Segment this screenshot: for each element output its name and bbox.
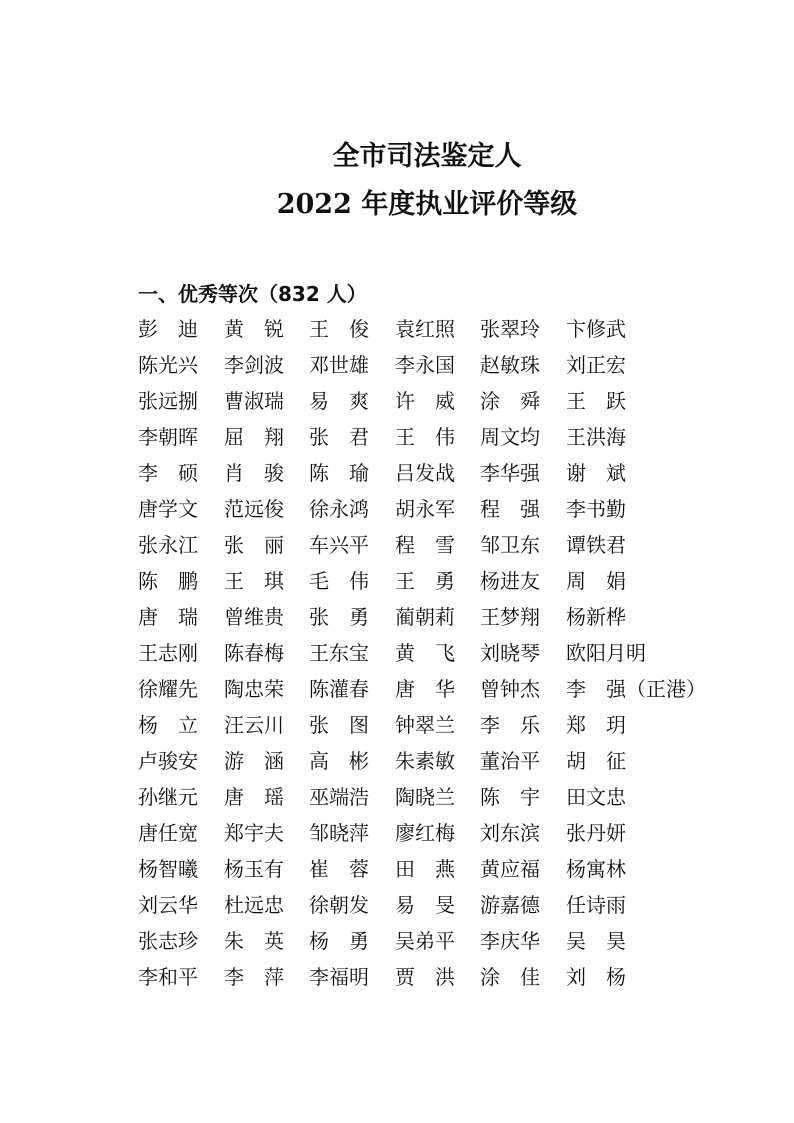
person-name: 李福明 xyxy=(309,965,369,989)
document-title-line-1: 全市司法鉴定人 xyxy=(332,141,522,172)
person-name: 王 勇 xyxy=(395,569,455,593)
person-name: 陶忠荣 xyxy=(224,677,284,701)
person-name: 刘正宏 xyxy=(566,353,626,377)
person-name: 吕发战 xyxy=(395,461,455,485)
name-row xyxy=(138,421,758,457)
person-name: 郑宇夫 xyxy=(224,821,284,845)
person-name: 车兴平 xyxy=(309,533,369,557)
person-name: 杜远忠 xyxy=(224,893,284,917)
person-name: 李 强（正港） xyxy=(566,677,706,701)
person-name: 范远俊 xyxy=(224,497,284,521)
person-name: 杨 勇 xyxy=(309,929,369,953)
person-name: 刘云华 xyxy=(138,893,198,917)
person-name: 涂 佳 xyxy=(480,965,540,989)
name-row xyxy=(138,745,758,781)
person-name: 吴弟平 xyxy=(395,929,455,953)
name-row xyxy=(138,457,758,493)
person-name: 唐任宽 xyxy=(138,821,198,845)
name-row xyxy=(138,385,758,421)
person-name: 王 琪 xyxy=(224,569,284,593)
person-name: 张志珍 xyxy=(138,929,198,953)
person-name: 田 燕 xyxy=(395,857,455,881)
person-name: 陶晓兰 xyxy=(395,785,455,809)
document-title-line-2: 2022 年度执业评价等级 xyxy=(276,189,578,220)
person-name: 刘 杨 xyxy=(566,965,626,989)
person-name: 易 爽 xyxy=(309,389,369,413)
person-name: 唐学文 xyxy=(138,497,198,521)
person-name: 屈 翔 xyxy=(224,425,284,449)
person-name: 李书勤 xyxy=(566,497,626,521)
person-name: 袁红照 xyxy=(395,317,455,341)
person-name: 王 俊 xyxy=(309,317,369,341)
name-row xyxy=(138,781,758,817)
person-name: 李华强 xyxy=(480,461,540,485)
person-name: 卞修武 xyxy=(566,317,626,341)
person-name: 张 勇 xyxy=(309,605,369,629)
person-name: 邓世雄 xyxy=(309,353,369,377)
person-name: 杨玉有 xyxy=(224,857,284,881)
person-name: 谭铁君 xyxy=(566,533,626,557)
person-name: 张远捌 xyxy=(138,389,198,413)
person-name: 廖红梅 xyxy=(395,821,455,845)
person-name: 李剑波 xyxy=(224,353,284,377)
person-name: 王洪海 xyxy=(566,425,626,449)
person-name: 程 强 xyxy=(480,497,540,521)
person-name: 杨新桦 xyxy=(566,605,626,629)
person-name: 巫端浩 xyxy=(309,785,369,809)
person-name: 邹晓萍 xyxy=(309,821,369,845)
person-name: 董治平 xyxy=(480,749,540,773)
person-name: 周文均 xyxy=(480,425,540,449)
person-name: 田文忠 xyxy=(566,785,626,809)
section-heading: 一、优秀等次（832 人） xyxy=(138,282,367,306)
person-name: 吴 昊 xyxy=(566,929,626,953)
person-name: 王志刚 xyxy=(138,641,198,665)
person-name: 卢骏安 xyxy=(138,749,198,773)
name-row xyxy=(138,313,758,349)
person-name: 曹淑瑞 xyxy=(224,389,284,413)
person-name: 李 硕 xyxy=(138,461,198,485)
person-name: 黄 飞 xyxy=(395,641,455,665)
person-name: 曾维贵 xyxy=(224,605,284,629)
person-name: 黄应福 xyxy=(480,857,540,881)
person-name: 李和平 xyxy=(138,965,198,989)
name-row xyxy=(138,529,758,565)
person-name: 孙继元 xyxy=(138,785,198,809)
person-name: 陈 瑜 xyxy=(309,461,369,485)
person-name: 许 威 xyxy=(395,389,455,413)
person-name: 涂 舜 xyxy=(480,389,540,413)
name-row xyxy=(138,961,758,997)
person-name: 张 丽 xyxy=(224,533,284,557)
person-name: 张 图 xyxy=(309,713,369,737)
person-name: 游嘉德 xyxy=(480,893,540,917)
person-name: 张 君 xyxy=(309,425,369,449)
person-name: 郑 玥 xyxy=(566,713,626,737)
name-row xyxy=(138,709,758,745)
name-row xyxy=(138,673,758,709)
person-name: 杨智曦 xyxy=(138,857,198,881)
person-name: 李永国 xyxy=(395,353,455,377)
person-name: 蔺朝莉 xyxy=(395,605,455,629)
person-name: 刘东滨 xyxy=(480,821,540,845)
person-name: 张永江 xyxy=(138,533,198,557)
person-name: 朱素敏 xyxy=(395,749,455,773)
person-name: 胡 征 xyxy=(566,749,626,773)
person-name: 任诗雨 xyxy=(566,893,626,917)
person-name: 唐 瑞 xyxy=(138,605,198,629)
person-name: 程 雪 xyxy=(395,533,455,557)
name-row xyxy=(138,925,758,961)
person-name: 朱 英 xyxy=(224,929,284,953)
person-name: 彭 迪 xyxy=(138,317,198,341)
person-name: 唐 瑶 xyxy=(224,785,284,809)
person-name: 游 涵 xyxy=(224,749,284,773)
person-name: 钟翠兰 xyxy=(395,713,455,737)
person-name: 李庆华 xyxy=(480,929,540,953)
person-name: 李 乐 xyxy=(480,713,540,737)
name-row xyxy=(138,817,758,853)
person-name: 陈 宇 xyxy=(480,785,540,809)
person-name: 徐朝发 xyxy=(309,893,369,917)
name-row xyxy=(138,853,758,889)
person-name: 胡永军 xyxy=(395,497,455,521)
person-name: 王 跃 xyxy=(566,389,626,413)
person-name: 毛 伟 xyxy=(309,569,369,593)
person-name: 邹卫东 xyxy=(480,533,540,557)
name-row xyxy=(138,637,758,673)
person-name: 周 娟 xyxy=(566,569,626,593)
person-name: 陈光兴 xyxy=(138,353,198,377)
person-name: 曾钟杰 xyxy=(480,677,540,701)
name-row xyxy=(138,601,758,637)
name-row xyxy=(138,889,758,925)
person-name: 徐耀先 xyxy=(138,677,198,701)
person-name: 谢 斌 xyxy=(566,461,626,485)
person-name: 张翠玲 xyxy=(480,317,540,341)
person-name: 唐 华 xyxy=(395,677,455,701)
person-name: 杨寓林 xyxy=(566,857,626,881)
person-name: 李 萍 xyxy=(224,965,284,989)
person-name: 黄 锐 xyxy=(224,317,284,341)
person-name: 刘晓琴 xyxy=(480,641,540,665)
person-name: 肖 骏 xyxy=(224,461,284,485)
person-name: 汪云川 xyxy=(224,713,284,737)
person-name: 赵敏珠 xyxy=(480,353,540,377)
name-list xyxy=(138,313,758,997)
person-name: 陈灌春 xyxy=(309,677,369,701)
name-row xyxy=(138,493,758,529)
person-name: 欧阳月明 xyxy=(566,641,646,665)
name-row xyxy=(138,565,758,601)
person-name: 陈春梅 xyxy=(224,641,284,665)
person-name: 李朝晖 xyxy=(138,425,198,449)
name-row xyxy=(138,349,758,385)
person-name: 崔 蓉 xyxy=(309,857,369,881)
person-name: 贾 洪 xyxy=(395,965,455,989)
person-name: 高 彬 xyxy=(309,749,369,773)
person-name: 杨进友 xyxy=(480,569,540,593)
person-name: 易 旻 xyxy=(395,893,455,917)
person-name: 徐永鸿 xyxy=(309,497,369,521)
person-name: 王东宝 xyxy=(309,641,369,665)
person-name: 张丹妍 xyxy=(566,821,626,845)
person-name: 王 伟 xyxy=(395,425,455,449)
person-name: 王梦翔 xyxy=(480,605,540,629)
person-name: 陈 鹏 xyxy=(138,569,198,593)
person-name: 杨 立 xyxy=(138,713,198,737)
